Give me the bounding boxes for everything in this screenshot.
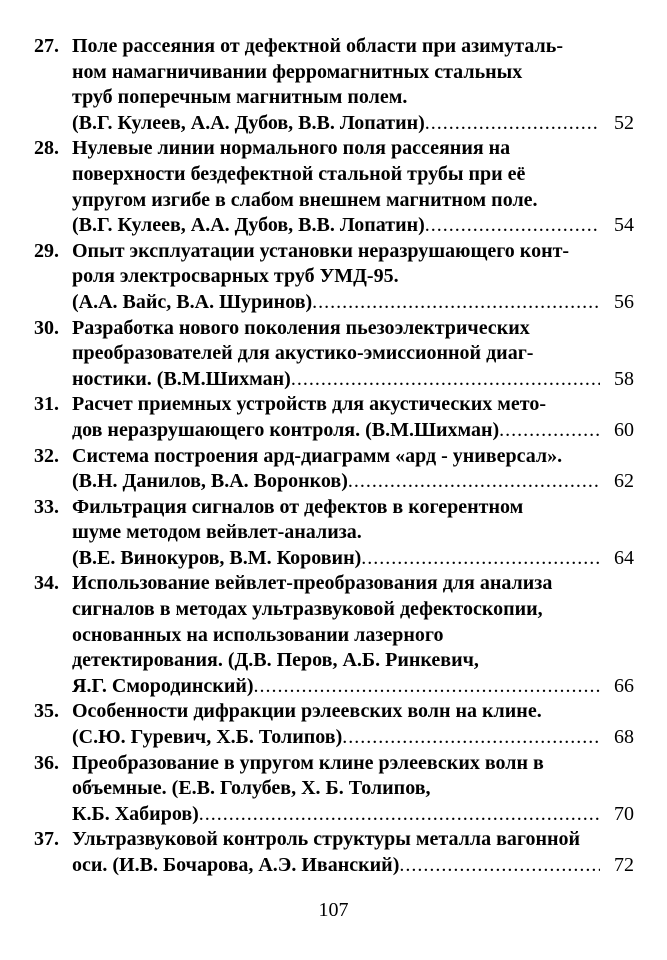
entry-authors-line: [34, 725, 634, 751]
dot-leader: [348, 469, 600, 495]
toc-entry: [34, 316, 634, 393]
entry-number: 34.: [34, 572, 59, 595]
toc-entry: [34, 495, 634, 572]
entry-authors-line: [34, 469, 634, 495]
dot-leader: [342, 725, 600, 751]
toc-entry: [34, 699, 634, 750]
entry-title-line: Использование вейвлет-преобразования для анализа: [72, 572, 553, 595]
toc-entry: [34, 392, 634, 443]
entry-authors: (А.А. Вайс, В.А. Шуринов): [72, 290, 313, 313]
entry-authors: (В.Г. Кулеев, А.А. Дубов, В.В. Лопатин): [72, 214, 425, 237]
toc-entry: [34, 827, 634, 878]
entry-title-line: Поле рассеяния от дефектной области при азимуталь-: [72, 35, 563, 57]
dot-leader: [425, 213, 600, 239]
entry-number: 32.: [34, 444, 59, 467]
entry-title-line: сигналов в методах ультразвуковой дефектоскопии,: [72, 598, 543, 621]
entry-authors-line: [34, 290, 634, 316]
entry-page-number: 60: [614, 418, 634, 441]
entry-authors: (В.Н. Данилов, В.А. Воронков): [72, 470, 348, 493]
entry-authors-line: [34, 418, 634, 444]
entry-title-line: основанных на использовании лазерного: [72, 623, 444, 646]
entry-title-line: Система построения ард-диаграмм «ард - универсал».: [72, 444, 563, 467]
entry-authors-line: [34, 546, 634, 572]
entry-number: 28.: [34, 137, 59, 160]
entry-title-line: упругом изгибе в слабом внешнем магнитном поле.: [72, 188, 538, 211]
dot-leader: [291, 367, 600, 393]
entry-authors: (С.Ю. Гуревич, Х.Б. Толипов): [72, 726, 343, 749]
dot-leader: [399, 853, 600, 879]
entry-page-number: 66: [614, 674, 634, 697]
entry-number: 33.: [34, 495, 59, 518]
entry-title-line: преобразователей для акустико-эмиссионной диаг-: [72, 342, 534, 365]
entry-authors: (В.Е. Винокуров, В.М. Коровин): [72, 546, 362, 569]
page-number: 107: [318, 899, 349, 921]
entry-authors-line: [34, 674, 634, 700]
dot-leader: [199, 802, 600, 828]
toc-entry: [34, 751, 634, 828]
entry-authors: ностики. (В.М.Шихман): [72, 367, 291, 390]
dot-leader: [361, 546, 600, 572]
entry-number: 29.: [34, 239, 59, 262]
entry-authors: К.Б. Хабиров): [72, 802, 199, 825]
entry-page-number: 64: [614, 546, 634, 569]
entry-title-line: Расчет приемных устройств для акустических мето-: [72, 393, 547, 416]
entry-title-line: Фильтрация сигналов от дефектов в когерентном: [72, 495, 524, 518]
entry-page-number: 62: [614, 470, 634, 493]
entry-title-line: Опыт эксплуатации установки неразрушающего конт-: [72, 239, 570, 262]
dot-leader: [425, 111, 600, 137]
entry-number: 36.: [34, 751, 59, 774]
entry-title-line: труб поперечным магнитным полем.: [72, 86, 408, 109]
entry-title-line: детектирования. (Д.В. Перов, А.Б. Ринкевич,: [72, 649, 479, 672]
entry-number: 30.: [34, 316, 59, 339]
entry-authors-line: [34, 853, 634, 879]
entry-title-line: ном намагничивании ферромагнитных стальных: [72, 60, 523, 83]
entry-authors: (В.Г. Кулеев, А.А. Дубов, В.В. Лопатин): [72, 111, 425, 134]
toc-entry: [34, 239, 634, 316]
entry-page-number: 72: [614, 854, 634, 876]
dot-leader: [254, 674, 600, 700]
entry-authors: оси. (И.В. Бочарова, А.Э. Иванский): [72, 854, 400, 876]
entry-page-number: 54: [614, 214, 634, 237]
entry-page-number: 56: [614, 290, 634, 313]
entry-title-line: Особенности дифракции рэлеевских волн на клине.: [72, 700, 542, 723]
entry-authors-line: [34, 367, 634, 393]
entry-page-number: 70: [614, 802, 634, 825]
dot-leader: [499, 418, 600, 444]
entry-title-line: шуме методом вейвлет-анализа.: [72, 521, 362, 544]
entry-title-line: Нулевые линии нормального поля рассеяния на: [72, 137, 511, 160]
entry-page-number: 58: [614, 367, 634, 390]
entry-title-line: роля электросварных труб УМД-95.: [72, 265, 399, 288]
entry-authors-line: [34, 802, 634, 828]
entry-authors: Я.Г. Смородинский): [72, 674, 254, 697]
entry-page-number: 68: [614, 726, 634, 749]
toc-entry: [34, 136, 634, 238]
table-of-contents: [34, 34, 634, 879]
toc-entry: [34, 444, 634, 495]
entry-authors-line: [34, 213, 634, 239]
entry-number: 27.: [34, 35, 59, 57]
entry-authors: дов неразрушающего контроля. (В.М.Шихман): [72, 418, 500, 441]
entry-title-line: Преобразование в упругом клине рэлеевских волн в: [72, 751, 544, 774]
entry-number: 37.: [34, 828, 59, 851]
entry-number: 31.: [34, 393, 59, 416]
entry-title-line: Ультразвуковой контроль структуры металла вагонной: [72, 828, 581, 851]
toc-entry: [34, 571, 634, 699]
entry-title-line: поверхности бездефектной стальной трубы при её: [72, 162, 526, 185]
toc-entry: [34, 34, 634, 136]
entry-title-line: объемные. (Е.В. Голубев, Х. Б. Толипов,: [72, 777, 431, 800]
entry-authors-line: [34, 111, 634, 137]
dot-leader: [312, 290, 600, 316]
entry-number: 35.: [34, 700, 59, 723]
entry-page-number: 52: [614, 111, 634, 134]
entry-title-line: Разработка нового поколения пьезоэлектрических: [72, 316, 530, 339]
